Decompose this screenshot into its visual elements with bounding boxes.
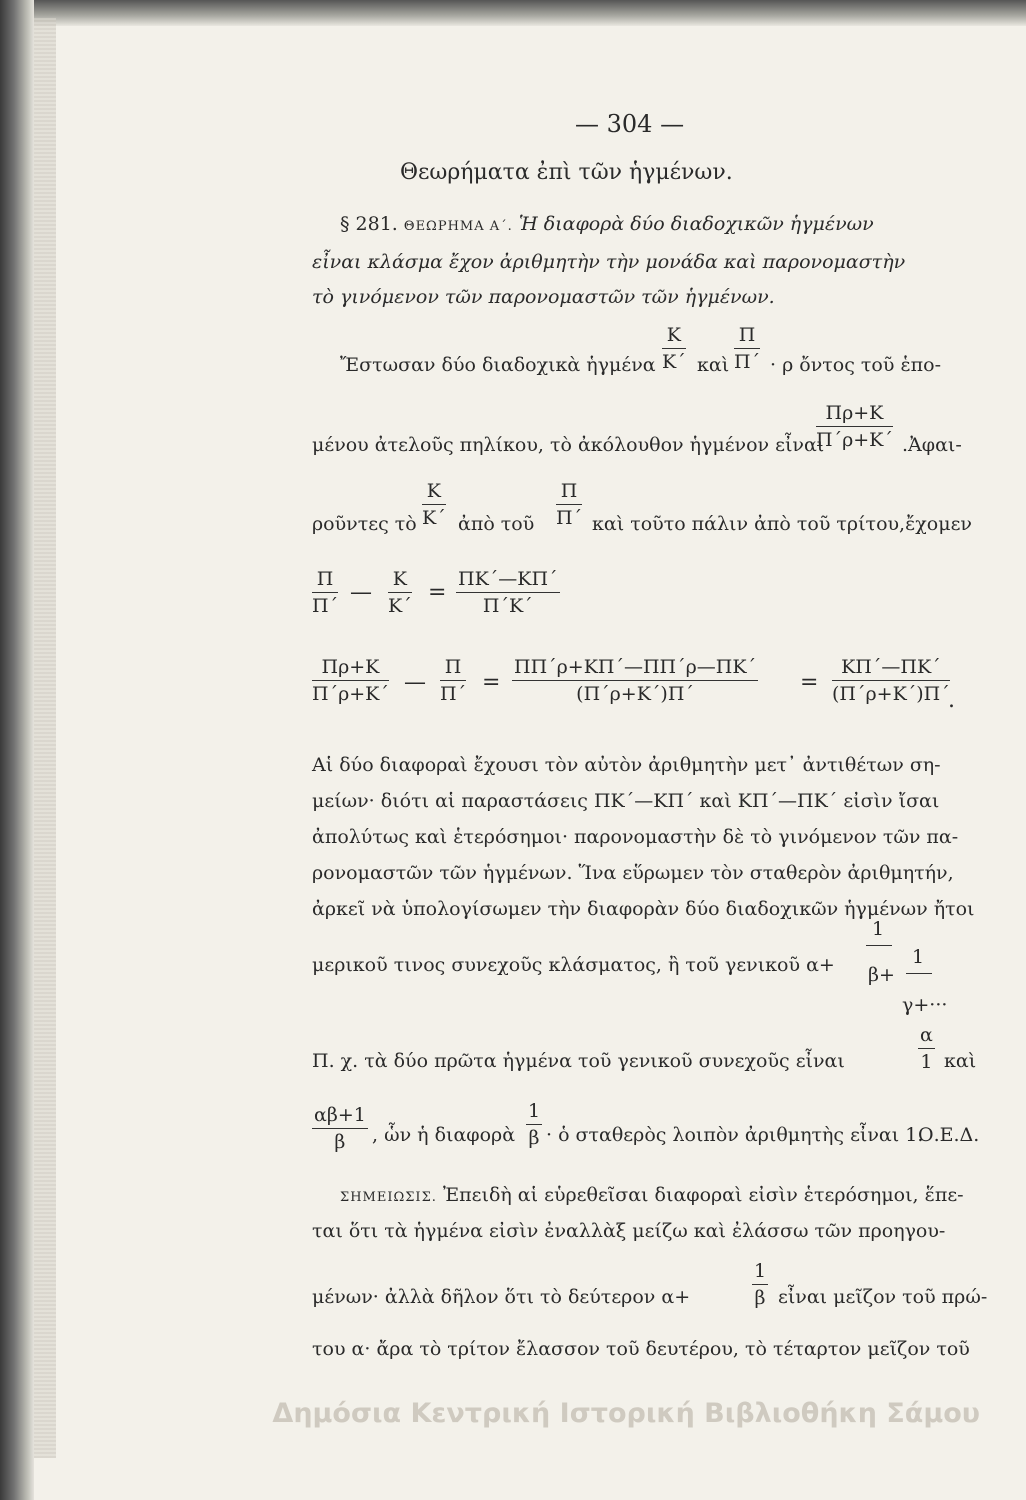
eq2-fraction-next: $\frac{\Pi\rho+K}{\Pi΄\rho+K΄}$	[312, 656, 389, 705]
para1-and: καὶ	[697, 354, 730, 376]
eq1-fraction-P: $\frac{\Pi}{\Pi΄}$	[312, 568, 339, 617]
fraction-P-over-P-prime: $\frac{\Pi}{\Pi΄}$	[734, 324, 761, 373]
eq2-equals-2: =	[800, 670, 819, 695]
library-watermark: Δημόσια Κεντρική Ιστορική Βιβλιοθήκη Σάμου	[272, 1398, 980, 1429]
para2-line-3: ἀπολύτως καὶ ἑτερόσημοι· παρονομαστὴν δὲ τὸ γινόμενον τῶν πα-	[312, 826, 959, 848]
para2-line-1: Αἱ δύο διαφοραὶ ἔχουσι τὸν αὐτὸν ἀριθμητὴν μετ᾽ ἀντιθέτων ση-	[312, 754, 941, 776]
para2-line-2: μείων· διότι αἱ παραστάσεις ΠΚ΄—ΚΠ΄ καὶ ΚΠ΄—ΠΚ΄ εἰσὶν ἴσαι	[312, 790, 940, 812]
eq2-period: .	[948, 688, 955, 713]
eq1-result: $\frac{\Pi K΄—K\Pi΄}{\Pi΄K΄}$	[458, 568, 558, 617]
section-number: § 281.	[340, 213, 398, 235]
theorem-line-2: εἶναι κλάσμα ἔχον ἀριθμητὴν τὴν μονάδα καὶ παρονομαστὴν	[312, 251, 906, 273]
example-fraction-a: $\frac{\alpha}{1}$	[920, 1024, 933, 1073]
example-and: καὶ	[944, 1050, 977, 1072]
example-fraction-one-b: $\frac{1}{\beta}$	[528, 1100, 541, 1149]
scanned-page: — 304 — Θεωρήματα ἐπὶ τῶν ἡγμένων. § 281. ΘΕΩΡΗΜΑ Α΄. Ἡ διαφορὰ δύο διαδοχικῶν ἡγμένων εἶναι κλάσμα ἔχον ἀριθμητὴν τὴν μονάδα καὶ παρονομαστὴν τὸ γινόμενον τῶν παρονομαστῶν τῶν ἡγμένων. Ἔστωσαν δύο διαδοχικὰ ἡγμένα $\frac{K}{K΄}$ καὶ $\frac{\Pi}{\Pi΄}$ · ρ ὄντος τοῦ ἑπο- μένου ἀτελοῦς πηλίκου, τὸ ἀκόλουθον ἡγμένον εἶναι $\frac{\Pi\rho+K}{\Pi΄\rho+K΄}$ .Ἀφαι- ροῦντες τὸ $\frac{K}{K΄}$ ἀπὸ τοῦ $\frac{\Pi}{\Pi΄}$ καὶ τοῦτο πάλιν ἀπὸ τοῦ τρίτου,ἔχομεν $\frac{\Pi}{\Pi΄}$ — $\frac{K}{K΄}$ = $\frac{\Pi K΄—K\Pi΄}{\Pi΄K΄}$ $\frac{\Pi\rho+K}{\Pi΄\rho+K΄}$ — $\frac{\Pi}{\Pi΄}$ = $\frac{\Pi\Pi΄\rho+K\Pi΄—\Pi\Pi΄\rho—\Pi K΄}{(\Pi΄\rho+K΄)\Pi΄}$ = $\frac{K\Pi΄—\Pi K΄}{(\Pi΄\rho+K΄)\Pi΄}$ . Αἱ δύο διαφοραὶ ἔχουσι τὸν αὐτὸν ἀριθμητὴν μετ᾽ ἀντιθέτων ση- μείων· διότι αἱ παραστάσεις ΠΚ΄—ΚΠ΄ καὶ ΚΠ΄—ΠΚ΄ εἰσὶν ἴσαι ἀπολύτως καὶ ἑτερόσημοι· παρονομαστὴν δὲ τὸ γινόμενον τῶν πα- ρονομαστῶν τῶν ἡγμένων. Ἵνα εὕρωμεν τὸν σταθερὸν ἀριθμητήν, ἀρκεῖ νὰ ὑπολογίσωμεν τὴν διαφορὰν δύο διαδοχικῶν ἡγμένων ἤτοι μερικοῦ τινος συνεχοῦς κλάσματος, ἢ τοῦ γενικοῦ α+ 1 β+ 1 γ+··· Π. χ. τὰ δύο πρῶτα ἡγμένα τοῦ γενικοῦ συνεχοῦς εἶναι $\frac{\alpha}{1}$ καὶ $\frac{\alpha\beta+1}{\beta}$ , ὧν ἡ διαφορὰ $\frac{1}{\beta}$ · ὁ σταθερὸς λοιπὸν ἀριθμητὴς εἶναι 1. Ο.Ε.Δ. ΣΗΜΕΙΩΣΙΣ. Ἐπειδὴ αἱ εὑρεθεῖσαι διαφοραὶ εἰσὶν ἑτερόσημοι, ἕπε- ται ὅτι τὰ ἡγμένα εἰσὶν ἐναλλὰξ μείζω καὶ ἐλάσσω τῶν προηγου- μένων· ἀλλὰ δῆλον ὅτι τὸ δεύτερον α+ $\frac{1}{\beta}$ εἶναι μεῖζον τοῦ πρώ- του α· ἄρα τὸ τρίτον ἔλασσον τοῦ δευτέρου, τὸ τέταρτον μεῖζον τοῦ Δημόσια Κεντρική Ιστορική Βιβλιοθήκη Σάμου	[0, 0, 1026, 1500]
theorem-text-1: Ἡ διαφορὰ δύο διαδοχικῶν ἡγμένων	[518, 213, 874, 235]
book-spine	[0, 0, 34, 1500]
eq1-minus: —	[350, 580, 372, 605]
eq1-fraction-K: $\frac{K}{K΄}$	[388, 568, 412, 617]
eq2-result: $\frac{K\Pi΄—\Pi K΄}{(\Pi΄\rho+K΄)\Pi΄}$	[832, 656, 950, 705]
note-line-4: του α· ἄρα τὸ τρίτον ἔλασσον τοῦ δευτέρου, τὸ τέταρτον μεῖζον τοῦ	[312, 1338, 970, 1360]
para2-line-4: ρονομαστῶν τῶν ἡγμένων. Ἵνα εὕρωμεν τὸν σταθερὸν ἀριθμητήν,	[312, 862, 954, 884]
note-line-1: ΣΗΜΕΙΩΣΙΣ. Ἐπειδὴ αἱ εὑρεθεῖσαι διαφοραὶ εἰσὶν ἑτερόσημοι, ἕπε-	[340, 1184, 964, 1206]
eq2-equals: =	[482, 670, 501, 695]
qed: Ο.Ε.Δ.	[918, 1124, 980, 1146]
para1-start: Ἔστωσαν δύο διαδοχικὰ ἡγμένα	[340, 354, 656, 376]
note-fraction-one-b: $\frac{1}{\beta}$	[754, 1260, 767, 1309]
para2-line-5: ἀρκεῖ νὰ ὑπολογίσωμεν τὴν διαφορὰν δύο διαδοχικῶν ἡγμένων ἤτοι	[312, 898, 975, 920]
para1-line-3-start: ροῦντες τὸ	[312, 513, 417, 535]
fraction-K-over-K-prime: $\frac{K}{K΄}$	[662, 324, 686, 373]
note-label: ΣΗΜΕΙΩΣΙΣ.	[340, 1190, 437, 1205]
theorem-label: ΘΕΩΡΗΜΑ Α΄.	[403, 219, 513, 234]
fraction-P-over-P-prime-2: $\frac{\Pi}{\Pi΄}$	[556, 480, 583, 529]
example-mid: , ὧν ἡ διαφορὰ	[372, 1124, 516, 1146]
note-line-3-end: εἶναι μεῖζον τοῦ πρώ-	[778, 1286, 988, 1308]
para1-line-3-end: καὶ τοῦτο πάλιν ἀπὸ τοῦ τρίτου,ἔχομεν	[592, 513, 972, 535]
eq2-fraction-P: $\frac{\Pi}{\Pi΄}$	[440, 656, 467, 705]
book-top-edge	[0, 0, 1026, 26]
para1-line-2: μένου ἀτελοῦς πηλίκου, τὸ ἀκόλουθον ἡγμένον εἶναι	[312, 434, 825, 456]
fraction-next-convergent: $\frac{\Pi\rho+K}{\Pi΄\rho+K΄}$	[816, 402, 893, 451]
note-line-3-start: μένων· ἀλλὰ δῆλον ὅτι τὸ δεύτερον α+	[312, 1286, 691, 1308]
section-title: Θεωρήματα ἐπὶ τῶν ἡγμένων.	[400, 160, 733, 185]
page-number: — 304 —	[575, 110, 685, 138]
theorem-line-3: τὸ γινόμενον τῶν παρονομαστῶν τῶν ἡγμένων.	[312, 286, 775, 308]
example-fraction-ab: $\frac{\alpha\beta+1}{\beta}$	[314, 1104, 366, 1153]
para1-line-2-end: .Ἀφαι-	[902, 434, 962, 456]
page-stack-edge	[34, 18, 56, 1458]
eq2-minus: —	[404, 670, 426, 695]
eq1-equals: =	[428, 580, 447, 605]
example-line-1: Π. χ. τὰ δύο πρῶτα ἡγμένα τοῦ γενικοῦ συνεχοῦς εἶναι	[312, 1050, 845, 1072]
para1-line-3-mid: ἀπὸ τοῦ	[458, 513, 535, 535]
theorem-line-1	[340, 215, 874, 234]
para2-line-6: μερικοῦ τινος συνεχοῦς κλάσματος, ἢ τοῦ γενικοῦ α+	[312, 954, 835, 976]
example-end: · ὁ σταθερὸς λοιπὸν ἀριθμητὴς εἶναι 1.	[546, 1124, 924, 1146]
para1-rest: · ρ ὄντος τοῦ ἑπο-	[770, 354, 941, 376]
fraction-K-over-K-prime-2: $\frac{K}{K΄}$	[422, 480, 446, 529]
eq2-expanded: $\frac{\Pi\Pi΄\rho+K\Pi΄—\Pi\Pi΄\rho—\Pi K΄}{(\Pi΄\rho+K΄)\Pi΄}$	[514, 656, 757, 705]
note-line-2: ται ὅτι τὰ ἡγμένα εἰσὶν ἐναλλὰξ μείζω καὶ ἐλάσσω τῶν προηγου-	[312, 1220, 946, 1242]
